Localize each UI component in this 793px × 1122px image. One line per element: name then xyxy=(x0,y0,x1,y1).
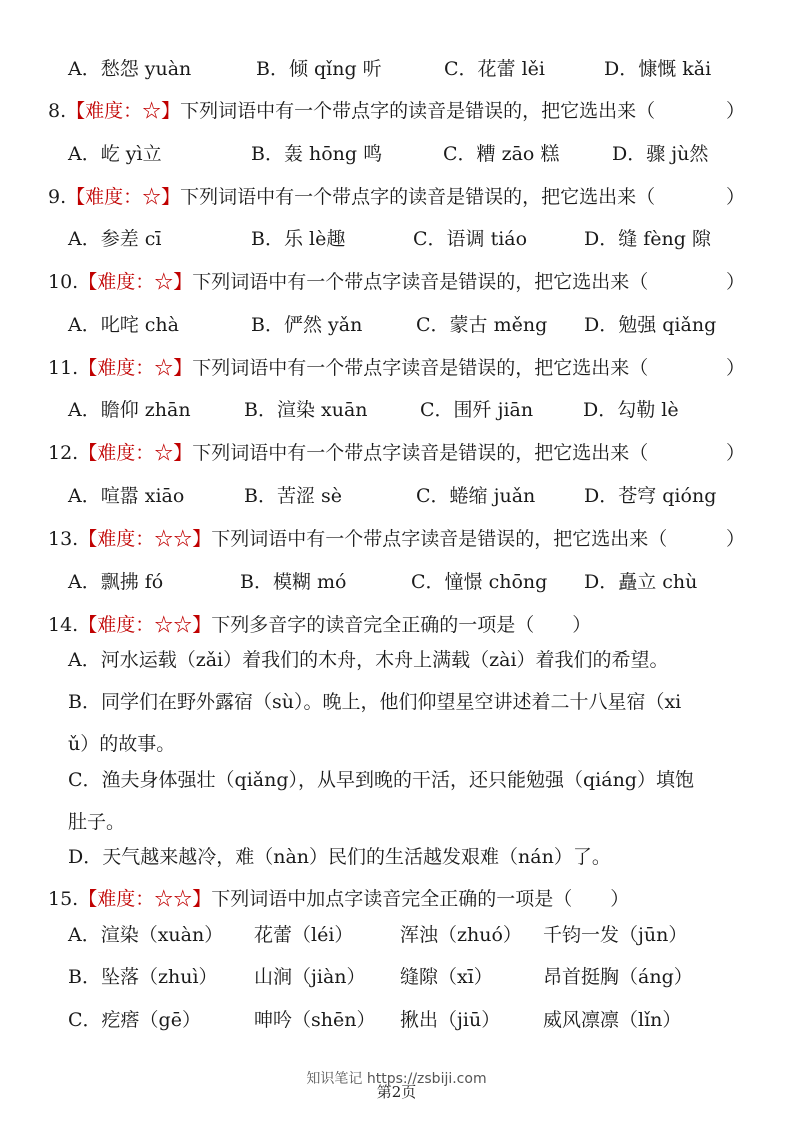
option-a: A．参差 cī xyxy=(68,228,162,250)
question-text: 下列词语中有一个带点字读音是错误的，把它选出来（ xyxy=(192,271,649,293)
question-number: 8. xyxy=(48,100,67,122)
question-text: 下列词语中加点字读音完全正确的一项是（ ） xyxy=(211,888,630,910)
option-a: A．飘拂 fó xyxy=(68,571,164,593)
answer-paren-close: ） xyxy=(725,186,745,208)
question-10 xyxy=(0,265,793,299)
word-item: B．坠落（zhuì） xyxy=(68,966,218,988)
q14-option-c-cont: 肚子。 xyxy=(68,811,126,833)
answer-paren-close: ） xyxy=(725,442,745,464)
option-row xyxy=(0,393,793,427)
question-12 xyxy=(0,436,793,470)
answer-paren-close: ） xyxy=(725,357,745,379)
question-text: 下列词语中有一个带点字的读音是错误的，把它选出来（ xyxy=(180,100,656,122)
question-9 xyxy=(0,180,793,214)
question-13 xyxy=(0,522,793,556)
word-item: 缝隙（xī） xyxy=(400,966,493,988)
word-item: 呻吟（shēn） xyxy=(254,1009,376,1031)
option-c: C．蜷缩 juǎn xyxy=(416,485,536,507)
question-text: 下列词语中有一个带点字的读音是错误的，把它选出来（ xyxy=(180,186,656,208)
difficulty-tag: 【难度：☆】 xyxy=(66,186,181,208)
option-row xyxy=(0,52,793,86)
difficulty-tag: 【难度：☆】 xyxy=(78,271,193,293)
option-b: B．模糊 mó xyxy=(240,571,347,593)
option-d: D．勾勒 lè xyxy=(583,399,679,421)
difficulty-tag: 【难度：☆】 xyxy=(66,100,181,122)
question-number: 14. xyxy=(48,614,79,636)
question-text: 下列词语中有一个带点字读音是错误的，把它选出来（ xyxy=(211,528,668,550)
question-number: 10. xyxy=(48,271,79,293)
question-number: 15. xyxy=(48,888,79,910)
question-number: 9. xyxy=(48,186,67,208)
question-11 xyxy=(0,351,793,385)
q14-option-d: D．天气越来越冷，难（nàn）民们的生活越发艰难（nán）了。 xyxy=(68,846,611,868)
option-row xyxy=(0,137,793,171)
option-c: C．憧憬 chōng xyxy=(411,571,548,593)
q15-row-b xyxy=(0,960,793,994)
option-b: B．苦涩 sè xyxy=(244,485,342,507)
q14-option-b: B．同学们在野外露宿（sù）。晚上，他们仰望星空讲述着二十八星宿（xi xyxy=(68,691,682,713)
option-c: C．围歼 jiān xyxy=(420,399,534,421)
q15-row-c xyxy=(0,1003,793,1037)
option-b: B．轰 hōng 鸣 xyxy=(251,143,383,165)
word-item: 揪出（jiū） xyxy=(400,1009,501,1031)
option-d: D．苍穹 qióng xyxy=(584,485,717,507)
option-d: D．勉强 qiǎng xyxy=(584,314,717,336)
question-text: 下列词语中有一个带点字读音是错误的，把它选出来（ xyxy=(192,442,649,464)
option-a: A．瞻仰 zhān xyxy=(68,399,191,421)
option-d: D．矗立 chù xyxy=(584,571,698,593)
word-item: 威风凛凛（lǐn） xyxy=(543,1009,682,1031)
option-a: A．叱咤 chà xyxy=(68,314,179,336)
question-number: 11. xyxy=(48,357,79,379)
option-c: C．语调 tiáo xyxy=(413,228,528,250)
option-a: A．屹 yì立 xyxy=(68,143,162,165)
option-c: C．花蕾 lěi xyxy=(444,58,545,80)
q14-option-a: A．河水运载（zǎi）着我们的木舟，木舟上满载（zài）着我们的希望。 xyxy=(68,649,669,671)
option-d: D．慷慨 kǎi xyxy=(604,58,712,80)
word-item: 昂首挺胸（áng） xyxy=(543,966,693,988)
answer-paren-close: ） xyxy=(725,271,745,293)
q14-option-c: C．渔夫身体强壮（qiǎng），从早到晚的干活，还只能勉强（qiáng）填饱 xyxy=(68,769,694,791)
answer-paren-close: ） xyxy=(725,100,745,122)
question-15 xyxy=(0,882,793,916)
option-c: C．糟 zāo 糕 xyxy=(443,143,560,165)
option-row xyxy=(0,222,793,256)
word-item: 浑浊（zhuó） xyxy=(400,924,522,946)
difficulty-tag: 【难度：☆☆】 xyxy=(78,614,212,636)
word-item: C．疙瘩（gē） xyxy=(68,1009,201,1031)
footer-watermark: 知识笔记 https://zsbiji.com xyxy=(306,1071,487,1087)
page-number: 第2页 xyxy=(376,1083,417,1101)
question-14 xyxy=(0,608,793,642)
question-8 xyxy=(0,94,793,128)
question-number: 13. xyxy=(48,528,79,550)
difficulty-tag: 【难度：☆☆】 xyxy=(78,528,212,550)
option-row xyxy=(0,479,793,513)
question-text: 下列词语中有一个带点字读音是错误的，把它选出来（ xyxy=(192,357,649,379)
word-item: A．渲染（xuàn） xyxy=(68,924,224,946)
option-d: D．缝 fèng 隙 xyxy=(584,228,711,250)
question-number: 12. xyxy=(48,442,79,464)
word-item: 山涧（jiàn） xyxy=(254,966,366,988)
option-c: C．蒙古 měng xyxy=(416,314,548,336)
option-b: B．乐 lè趣 xyxy=(251,228,346,250)
option-b: B．倾 qǐng 听 xyxy=(256,58,382,80)
answer-paren-close: ） xyxy=(725,528,745,550)
option-b: B．俨然 yǎn xyxy=(251,314,363,336)
option-row xyxy=(0,565,793,599)
q14-option-b-cont: ǔ）的故事。 xyxy=(68,733,176,755)
question-text: 下列多音字的读音完全正确的一项是（ ） xyxy=(211,614,592,636)
difficulty-tag: 【难度：☆】 xyxy=(78,357,193,379)
option-row xyxy=(0,308,793,342)
option-a: A．喧嚣 xiāo xyxy=(68,485,185,507)
option-b: B．渲染 xuān xyxy=(244,399,368,421)
option-a: A．愁怨 yuàn xyxy=(68,58,192,80)
q15-row-a xyxy=(0,918,793,952)
difficulty-tag: 【难度：☆☆】 xyxy=(78,888,212,910)
difficulty-tag: 【难度：☆】 xyxy=(78,442,193,464)
word-item: 花蕾（léi） xyxy=(254,924,354,946)
word-item: 千钧一发（jūn） xyxy=(543,924,688,946)
option-d: D．骤 jù然 xyxy=(612,143,709,165)
